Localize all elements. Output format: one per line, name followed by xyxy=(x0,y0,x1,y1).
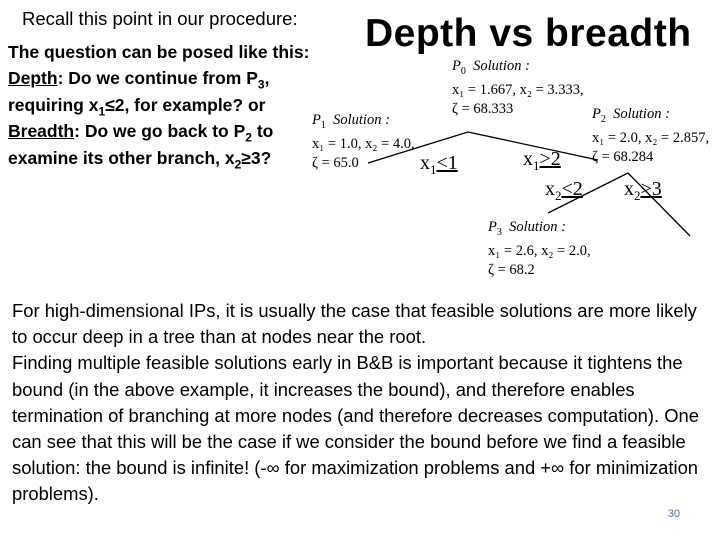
node-p3 xyxy=(488,218,591,280)
requiring-sub: 1 xyxy=(98,104,106,119)
node-p1-line2: ζ = 65.0 xyxy=(312,154,359,171)
branch-label-x1-ge-2: $x_1>2$ xyxy=(523,148,561,173)
branch-label-x2-ge-3: $x_2>3$ xyxy=(624,178,662,203)
node-p3-label: $P_3$ Solution : xyxy=(488,219,566,238)
examine-text-b: ≥3? xyxy=(241,148,272,168)
breadth-to: to xyxy=(251,121,274,141)
depth-text: : Do we continue from P xyxy=(57,68,258,88)
node-p2-label: $P_2$ Solution : xyxy=(592,106,670,125)
node-p1-line1: x₁ = 1.0, x₂ = 4.0, xyxy=(312,135,415,152)
breadth-text: : Do we go back to P xyxy=(74,121,246,141)
node-p0-line1: x₁ = 1.667, x₂ = 3.333, xyxy=(452,81,584,98)
node-p2-line2: ζ = 68.284 xyxy=(592,148,654,165)
node-p2 xyxy=(592,105,709,167)
branch-label-x1-le-1: $x_1<1$ xyxy=(420,152,458,177)
depth-word: Depth xyxy=(8,68,58,88)
node-p1-label: $P_1$ Solution : xyxy=(312,112,390,131)
body-paragraph-1: For high-dimensional IPs, it is usually the case that feasible solutions are more likely to occur deep in a tree than at nodes near the root. xyxy=(12,300,697,348)
page-number: 30 xyxy=(667,508,680,520)
node-p1 xyxy=(312,111,415,173)
slide-title: Depth vs breadth xyxy=(365,12,692,55)
breadth-sub: 2 xyxy=(245,130,252,145)
depth-sub: 3 xyxy=(257,77,265,92)
requiring-text-b: ≤2, for example? or xyxy=(105,95,266,115)
question-line: The question can be posed like this: xyxy=(8,42,310,62)
node-p0 xyxy=(452,57,584,119)
body-paragraph-2: Finding multiple feasible solutions early in B&B is important because it tightens the bound (in the above example, it increases the bound), and therefore enables termination of branching at more nodes (and therefore decreases computation). One can see that this will be the case if we consider the bound before we find a feasible solution: the bound is infinite! (-∞ for maximization problems and +∞ for minimization problems). xyxy=(12,352,699,505)
breadth-word: Breadth xyxy=(8,121,75,141)
examine-sub: 2 xyxy=(234,157,242,172)
recall-heading: Recall this point in our procedure: xyxy=(22,8,298,29)
branch-label-x2-le-2: $x_2<2$ xyxy=(545,178,583,203)
body-text xyxy=(12,298,717,508)
examine-text: examine its other branch, x xyxy=(8,148,235,168)
node-p3-line1: x₁ = 2.6, x₂ = 2.0, xyxy=(488,242,591,259)
node-p0-line2: ζ = 68.333 xyxy=(452,100,514,117)
node-p3-line2: ζ = 68.2 xyxy=(488,261,535,278)
depth-comma: , xyxy=(264,68,270,88)
requiring-text: requiring x xyxy=(8,95,99,115)
node-p0-label: $P_0$ Solution : xyxy=(452,58,530,77)
node-p2-line1: x₁ = 2.0, x₂ = 2.857, xyxy=(592,129,710,146)
